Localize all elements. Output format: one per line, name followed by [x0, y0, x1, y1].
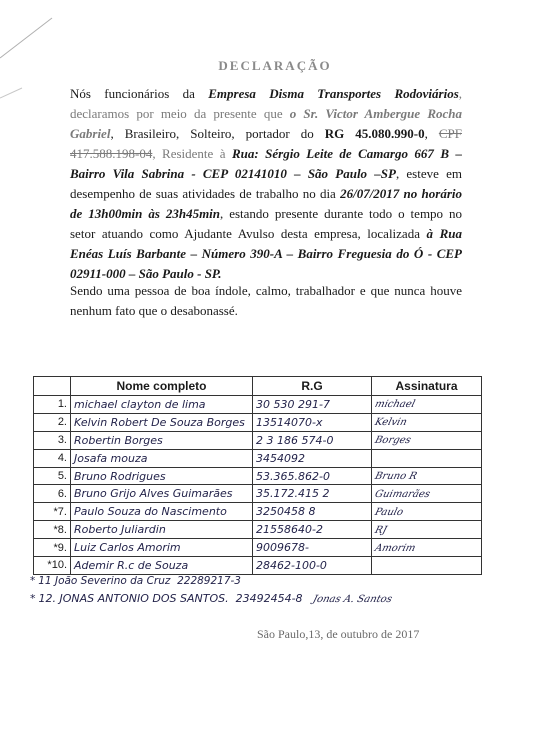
row-signature [372, 396, 482, 414]
table-row [34, 521, 482, 539]
handwritten-signature: Guimarães [373, 488, 432, 500]
extra-handwritten-entry-11 [30, 575, 241, 587]
header-rg: R.G [253, 377, 372, 396]
text-segment: , estando presente durante todo o tempo no setor atuando como Ajudante Avulso desta empresa, localizada [70, 206, 462, 241]
row-rg: 13514070-x [253, 413, 372, 431]
text-segment: , Brasileiro, Solteiro, portador do [110, 126, 325, 141]
text-segment: , Residente à [152, 146, 232, 161]
table-row [34, 485, 482, 503]
text-segment: , esteve em desempenho de suas atividades de trabalho no dia [70, 166, 462, 201]
extra-number: 11 [38, 575, 52, 587]
row-number: 2. [34, 413, 71, 431]
row-name: Paulo Souza do Nascimento [71, 503, 253, 521]
extra-name: João Severino da Cruz [54, 575, 171, 587]
handwritten-signature: Kelvin [373, 417, 409, 429]
asterisk-mark: * [30, 592, 36, 605]
signature-table [33, 376, 482, 575]
header-name: Nome completo [71, 377, 253, 396]
handwritten-signature: Borges [373, 435, 413, 447]
table-row [34, 396, 482, 414]
row-number: 3. [34, 431, 71, 449]
row-number: *9. [34, 539, 71, 557]
table-row [34, 467, 482, 485]
row-name: Bruno Grijo Alves Guimarães [71, 485, 253, 503]
place-and-date: São Paulo,13, de outubro de 2017 [257, 627, 420, 641]
extra-handwritten-entry-12 [30, 592, 392, 605]
row-name: Luiz Carlos Amorim [71, 539, 253, 557]
extra-rg: 23492454-8 [235, 592, 303, 605]
company-address: à Rua Enéas Luís Barbante – Número 390-A – Bairro Freguesia do Ó - CEP 02911-000 – São Paulo - SP. [70, 226, 462, 281]
row-name: Robertin Borges [71, 431, 253, 449]
extra-name: JONAS ANTONIO DOS SANTOS. [59, 592, 229, 605]
row-signature [372, 449, 482, 467]
row-signature [372, 539, 482, 557]
row-signature [372, 431, 482, 449]
text-segment: , declaramos por meio da presente que [70, 86, 463, 121]
text-segment: Nós funcionários da [70, 86, 209, 101]
row-signature [372, 503, 482, 521]
row-rg: 30 530 291-7 [253, 396, 372, 414]
row-signature [372, 467, 482, 485]
row-rg: 35.172.415 2 [253, 485, 372, 503]
table-row [34, 449, 482, 467]
row-number: 4. [34, 449, 71, 467]
handwritten-signature: RJ [373, 524, 389, 536]
header-number [34, 377, 71, 396]
row-number: *8. [34, 521, 71, 539]
row-rg: 2 3 186 574-0 [253, 431, 372, 449]
handwritten-signature: Jonas A. Santos [311, 594, 394, 605]
row-signature [372, 413, 482, 431]
row-number: *7. [34, 503, 71, 521]
document-title: DECLARAÇÃO [218, 58, 332, 73]
row-number: 6. [34, 485, 71, 503]
character-paragraph: Sendo uma pessoa de boa índole, calmo, trabalhador e que nunca houve nenhum fato que o desabonassé. [70, 283, 462, 318]
handwritten-signature: Bruno R [373, 471, 419, 482]
person-address: Rua: Sérgio Leite de Camargo 667 B – Bairro Vila Sabrina - CEP 02141010 – São Paulo –SP [70, 146, 462, 181]
company-name: Empresa Disma Transportes Rodoviários [208, 86, 459, 101]
person-rg: RG 45.080.990-0 [324, 126, 425, 141]
table-row [34, 503, 482, 521]
row-name: Roberto Juliardin [71, 521, 253, 539]
row-signature [372, 521, 482, 539]
row-name: Ademir R.c de Souza [71, 557, 253, 575]
row-rg: 53.365.862-0 [253, 467, 372, 485]
row-name: Bruno Rodrigues [71, 467, 253, 485]
header-signature: Assinatura [372, 377, 482, 396]
handwritten-signature: michael [373, 399, 417, 411]
work-datetime: 26/07/2017 no horário de 13h00min às 23h45min [70, 186, 462, 221]
table-row [34, 413, 482, 431]
row-rg: 9009678- [253, 539, 372, 557]
person-name: o Sr. Victor Ambergue Rocha Gabriel [70, 106, 462, 141]
row-number: 5. [34, 467, 71, 485]
table-header-row [34, 377, 482, 396]
row-number: 1. [34, 396, 71, 414]
extra-rg: 22289217-3 [177, 575, 241, 587]
row-rg: 28462-100-0 [253, 557, 372, 575]
row-name: Kelvin Robert De Souza Borges [71, 413, 253, 431]
extra-number: 12. [38, 592, 56, 605]
row-rg: 3454092 [253, 449, 372, 467]
row-rg: 3250458 8 [253, 503, 372, 521]
row-signature [372, 557, 482, 575]
row-rg: 21558640-2 [253, 521, 372, 539]
handwritten-signature: Paulo [373, 506, 405, 518]
asterisk-mark: * [30, 575, 36, 587]
table-row [34, 539, 482, 557]
handwritten-signature: Amorim [373, 542, 417, 554]
declaration-paragraph [70, 84, 462, 284]
table-row [34, 557, 482, 575]
row-name: michael clayton de lima [71, 396, 253, 414]
table-row [34, 431, 482, 449]
text-segment: , [424, 126, 439, 141]
row-signature [372, 485, 482, 503]
row-number: *10. [34, 557, 71, 575]
person-cpf: CPF 417.588.198-04 [70, 126, 462, 161]
row-name: Josafa mouza [71, 449, 253, 467]
